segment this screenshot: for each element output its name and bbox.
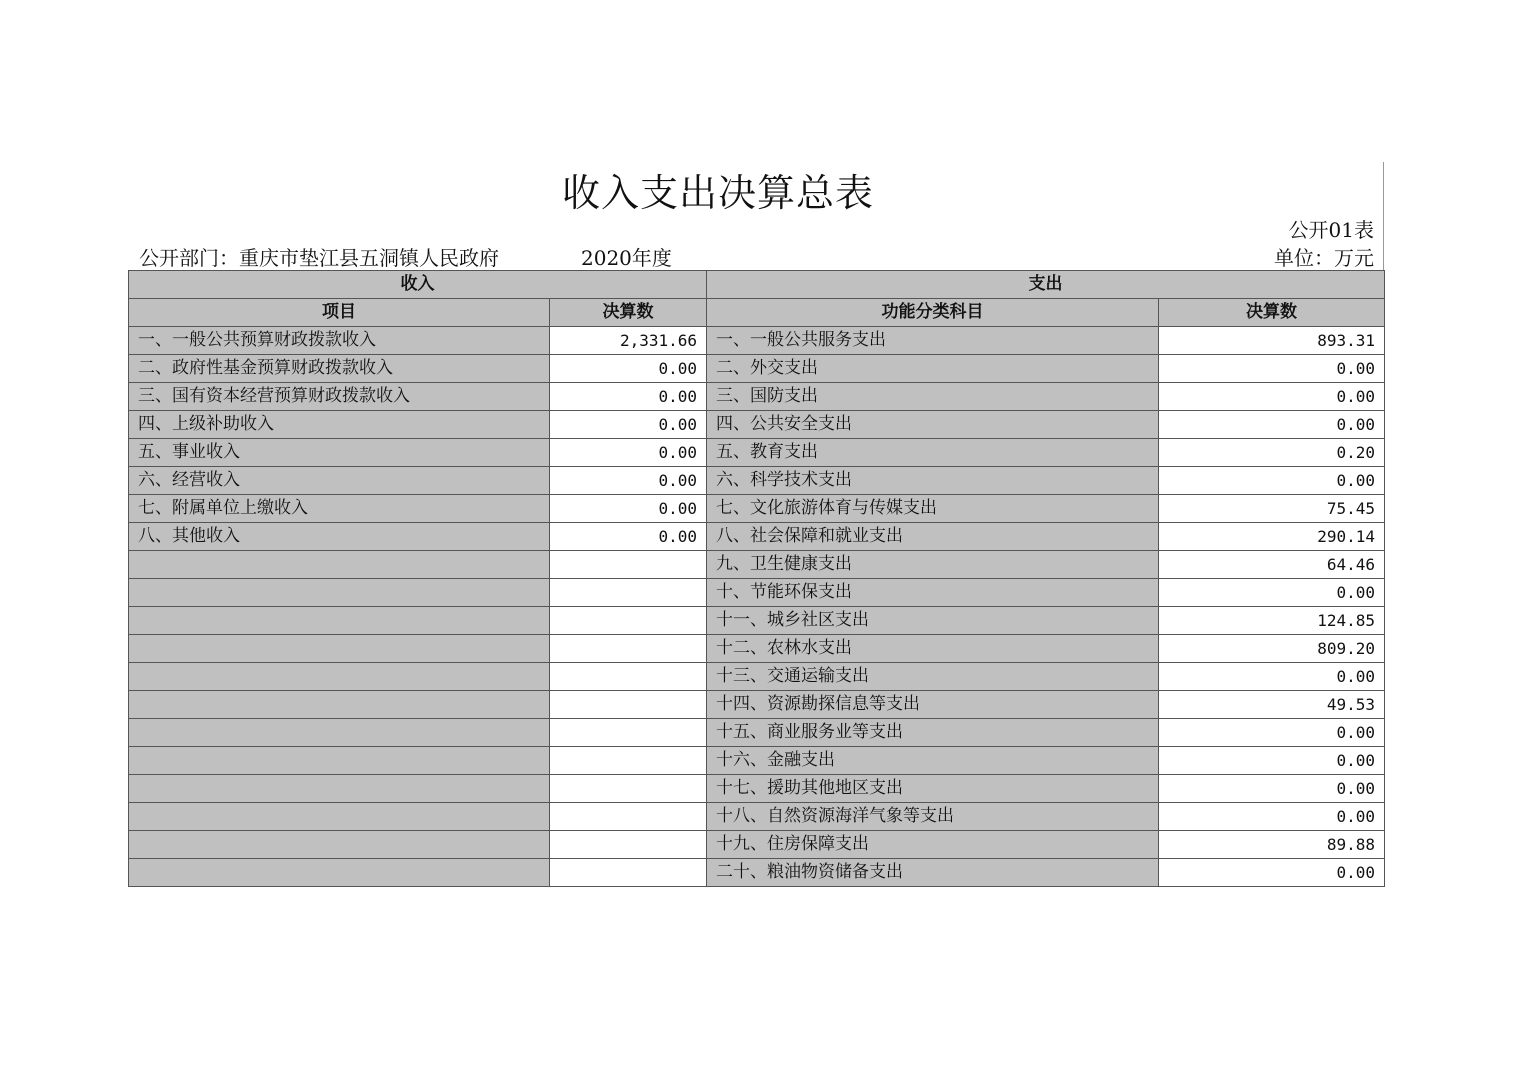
income-amount-cell <box>550 719 707 747</box>
form-number: 公开01表 <box>1288 218 1374 242</box>
department-label: 公开部门：重庆市垫江县五洞镇人民政府 <box>139 246 499 270</box>
income-item-cell <box>129 747 550 775</box>
expense-item-cell: 十四、资源勘探信息等支出 <box>707 691 1159 719</box>
table-row <box>129 663 1385 691</box>
table-row <box>129 747 1385 775</box>
expense-item-cell: 十、节能环保支出 <box>707 579 1159 607</box>
expense-item-cell: 十二、农林水支出 <box>707 635 1159 663</box>
income-amount-cell: 0.00 <box>550 495 707 523</box>
income-item-cell <box>129 607 550 635</box>
income-item-cell: 三、国有资本经营预算财政拨款收入 <box>129 383 550 411</box>
table-row <box>129 495 1385 523</box>
income-amount-cell <box>550 747 707 775</box>
income-amount-cell: 0.00 <box>550 439 707 467</box>
income-item-cell <box>129 691 550 719</box>
income-item-cell <box>129 859 550 887</box>
expense-item-cell: 六、科学技术支出 <box>707 467 1159 495</box>
expense-header: 支出 <box>707 271 1385 299</box>
table-row <box>129 775 1385 803</box>
income-item-cell: 一、一般公共预算财政拨款收入 <box>129 327 550 355</box>
budget-table <box>128 270 1385 887</box>
table-row <box>129 523 1385 551</box>
income-amount-cell <box>550 691 707 719</box>
expense-amount-cell: 0.00 <box>1159 467 1385 495</box>
income-amount-cell <box>550 775 707 803</box>
income-amount-cell <box>550 579 707 607</box>
table-row <box>129 355 1385 383</box>
income-item-cell: 七、附属单位上缴收入 <box>129 495 550 523</box>
expense-item-cell: 二十、粮油物资储备支出 <box>707 859 1159 887</box>
expense-item-cell: 七、文化旅游体育与传媒支出 <box>707 495 1159 523</box>
expense-item-cell: 十九、住房保障支出 <box>707 831 1159 859</box>
expense-amount-cell: 0.00 <box>1159 803 1385 831</box>
expense-item-cell: 一、一般公共服务支出 <box>707 327 1159 355</box>
table-row <box>129 467 1385 495</box>
income-amount-cell: 0.00 <box>550 467 707 495</box>
income-item-cell <box>129 775 550 803</box>
table-row <box>129 551 1385 579</box>
expense-amount-cell: 0.20 <box>1159 439 1385 467</box>
expense-amount-cell: 809.20 <box>1159 635 1385 663</box>
income-item-cell: 六、经营收入 <box>129 467 550 495</box>
income-amount-cell: 0.00 <box>550 411 707 439</box>
table-row <box>129 635 1385 663</box>
income-amount-cell: 0.00 <box>550 383 707 411</box>
table-row <box>129 327 1385 355</box>
income-item-cell <box>129 579 550 607</box>
table-row <box>129 803 1385 831</box>
income-amount-cell: 0.00 <box>550 523 707 551</box>
item-column-header: 项目 <box>129 299 550 327</box>
table-row <box>129 383 1385 411</box>
expense-item-cell: 五、教育支出 <box>707 439 1159 467</box>
income-amount-cell <box>550 831 707 859</box>
income-item-cell <box>129 663 550 691</box>
expense-amount-cell: 893.31 <box>1159 327 1385 355</box>
expense-amount-cell: 124.85 <box>1159 607 1385 635</box>
table-row <box>129 719 1385 747</box>
income-amount-cell: 0.00 <box>550 355 707 383</box>
table-row <box>129 439 1385 467</box>
income-amount-cell <box>550 859 707 887</box>
income-amount-cell <box>550 663 707 691</box>
expense-amount-cell: 0.00 <box>1159 719 1385 747</box>
table-row <box>129 859 1385 887</box>
expense-amount-cell: 290.14 <box>1159 523 1385 551</box>
fiscal-year: 2020年度 <box>581 246 672 270</box>
income-item-cell <box>129 551 550 579</box>
expense-amount-cell: 0.00 <box>1159 383 1385 411</box>
expense-item-cell: 十八、自然资源海洋气象等支出 <box>707 803 1159 831</box>
expense-amount-cell: 64.46 <box>1159 551 1385 579</box>
expense-amount-cell: 0.00 <box>1159 663 1385 691</box>
page-title: 收入支出决算总表 <box>561 171 874 215</box>
expense-amount-cell: 89.88 <box>1159 831 1385 859</box>
income-item-cell: 八、其他收入 <box>129 523 550 551</box>
table-row <box>129 607 1385 635</box>
income-item-cell <box>129 719 550 747</box>
income-amount-cell <box>550 607 707 635</box>
income-amount-cell <box>550 803 707 831</box>
expense-amount-cell: 0.00 <box>1159 859 1385 887</box>
income-item-cell: 四、上级补助收入 <box>129 411 550 439</box>
income-amount-cell: 2,331.66 <box>550 327 707 355</box>
income-item-cell: 五、事业收入 <box>129 439 550 467</box>
expense-item-cell: 十三、交通运输支出 <box>707 663 1159 691</box>
expense-amount-column-header: 决算数 <box>1159 299 1385 327</box>
income-item-cell: 二、政府性基金预算财政拨款收入 <box>129 355 550 383</box>
income-amount-column-header: 决算数 <box>550 299 707 327</box>
income-amount-cell <box>550 635 707 663</box>
unit-label: 单位：万元 <box>1274 246 1374 270</box>
income-header: 收入 <box>129 271 707 299</box>
table-row <box>129 691 1385 719</box>
expense-amount-cell: 49.53 <box>1159 691 1385 719</box>
expense-item-cell: 十六、金融支出 <box>707 747 1159 775</box>
expense-amount-cell: 0.00 <box>1159 775 1385 803</box>
expense-item-cell: 十七、援助其他地区支出 <box>707 775 1159 803</box>
expense-amount-cell: 0.00 <box>1159 355 1385 383</box>
expense-item-cell: 十一、城乡社区支出 <box>707 607 1159 635</box>
expense-item-cell: 三、国防支出 <box>707 383 1159 411</box>
expense-amount-cell: 0.00 <box>1159 579 1385 607</box>
expense-item-cell: 十五、商业服务业等支出 <box>707 719 1159 747</box>
income-item-cell <box>129 803 550 831</box>
expense-item-cell: 四、公共安全支出 <box>707 411 1159 439</box>
income-amount-cell <box>550 551 707 579</box>
function-item-column-header: 功能分类科目 <box>707 299 1159 327</box>
expense-amount-cell: 75.45 <box>1159 495 1385 523</box>
expense-amount-cell: 0.00 <box>1159 411 1385 439</box>
income-item-cell <box>129 635 550 663</box>
table-row <box>129 579 1385 607</box>
expense-amount-cell: 0.00 <box>1159 747 1385 775</box>
expense-item-cell: 九、卫生健康支出 <box>707 551 1159 579</box>
expense-item-cell: 八、社会保障和就业支出 <box>707 523 1159 551</box>
expense-item-cell: 二、外交支出 <box>707 355 1159 383</box>
table-row <box>129 831 1385 859</box>
table-row <box>129 411 1385 439</box>
income-item-cell <box>129 831 550 859</box>
